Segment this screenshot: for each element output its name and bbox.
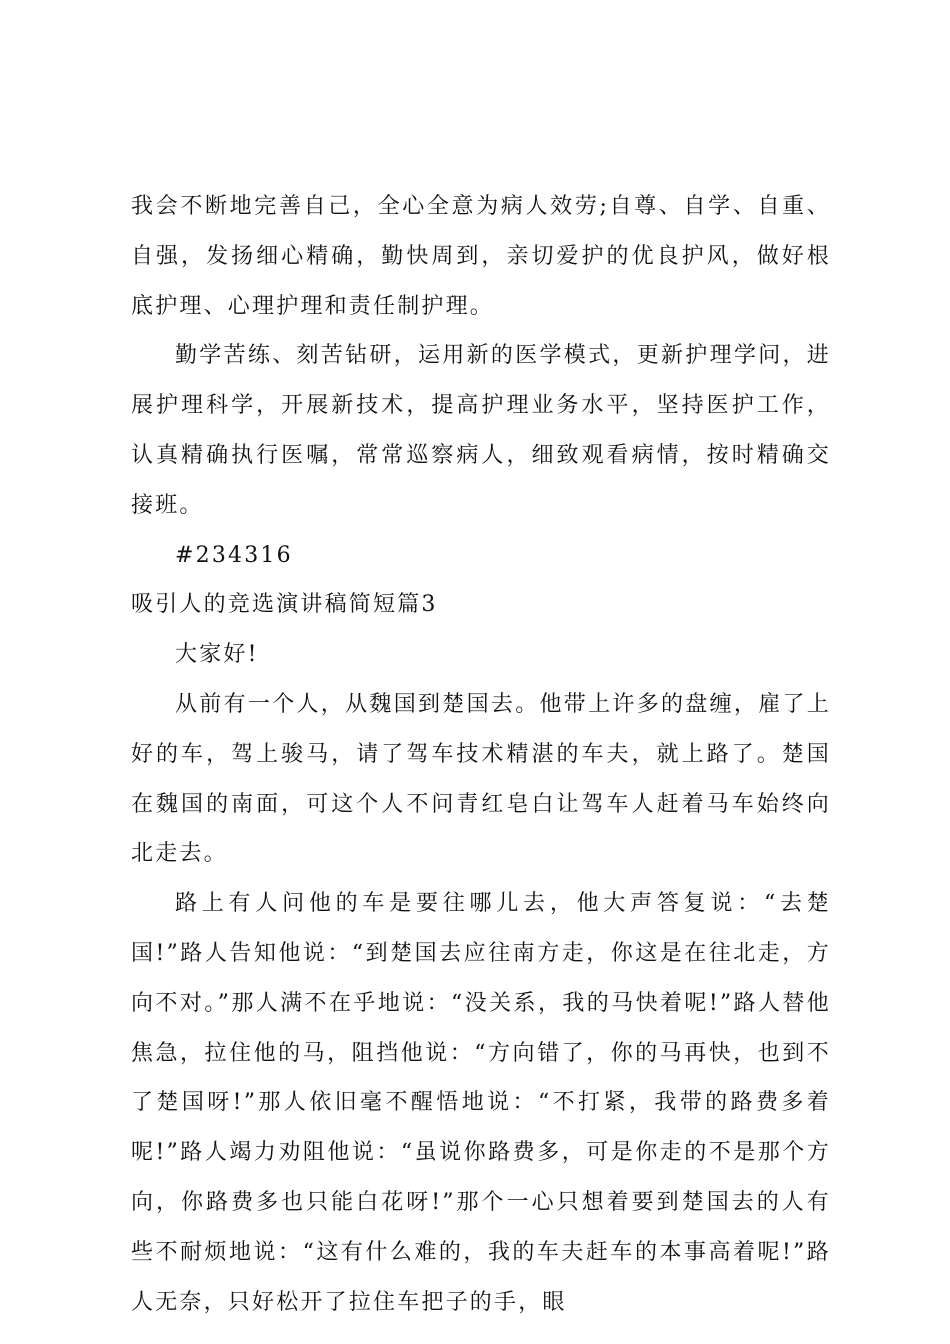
paragraph-nursing-commitment: 我会不断地完善自己，全心全意为病人效劳;自尊、自学、自重、自强，发扬细心精确，勤快周到，亲切爱护的优良护风，做好根底护理、心理护理和责任制护理。 bbox=[131, 194, 831, 319]
document-body bbox=[131, 182, 831, 1327]
greeting: 大家好! bbox=[175, 642, 259, 668]
document-id: #234316 bbox=[175, 542, 293, 568]
paragraph-study-practice: 勤学苦练、刻苦钻研，运用新的医学模式，更新护理学问，进展护理科学，开展新技术，提高护理业务水平，坚持医护工作，认真精确执行医嘱，常常巡察病人，细致观看病情，按时精确交接班。 bbox=[131, 343, 831, 518]
section-heading: 吸引人的竞选演讲稿简短篇3 bbox=[131, 592, 438, 618]
paragraph-story-dialogue: 路上有人问他的车是要往哪儿去，他大声答复说：“去楚国!”路人告知他说：“到楚国去应往南方走，你这是在往北走，方向不对。”那人满不在乎地说：“没关系，我的马快着呢!”路人替他焦急，拉住他的马，阻挡他说：“方向错了，你的马再快，也到不了楚国呀!”那人依旧毫不醒悟地说：“不打紧，我带的路费多着呢!”路人竭力劝阻他说：“虽说你路费多，可是你走的不是那个方向，你路费多也只能白花呀!”那个一心只想着要到楚国去的人有些不耐烦地说：“这有什么难的，我的车夫赶车的本事高着呢!”路人无奈，只好松开了拉住车把子的手，眼 bbox=[131, 891, 831, 1315]
paragraph-story-intro: 从前有一个人，从魏国到楚国去。他带上许多的盘缠，雇了上好的车，驾上骏马，请了驾车技术精湛的车夫，就上路了。楚国在魏国的南面，可这个人不问青红皂白让驾车人赶着马车始终向北走去。 bbox=[131, 691, 831, 867]
